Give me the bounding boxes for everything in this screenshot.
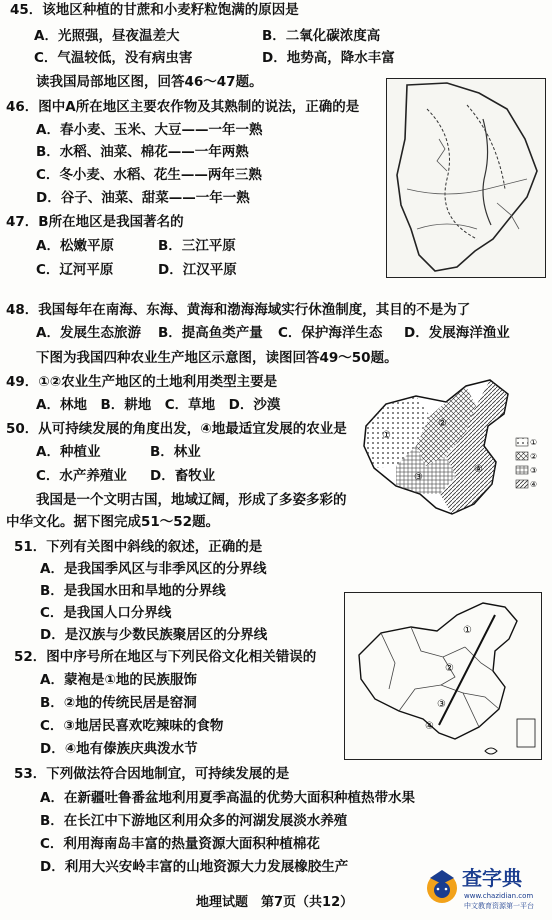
culture-region-3-label: ③	[437, 699, 446, 710]
q45-option-d: D．地势高，降水丰富	[262, 50, 395, 66]
region-2-label: ②	[438, 418, 447, 429]
q46-option-b: B．水稻、油菜、棉花——一年两熟	[36, 144, 249, 160]
legend-item-1: ①	[530, 438, 538, 447]
instruction-51-52-line1: 我国是一个文明古国，地域辽阔，形成了多姿多彩的	[36, 492, 347, 508]
q48-option-d: D．发展海洋渔业	[404, 325, 510, 341]
q46-option-c: C．冬小麦、水稻、花生——两年三熟	[36, 167, 262, 183]
q45-stem: 45．该地区种植的甘蔗和小麦籽粒饱满的原因是	[10, 2, 299, 18]
q52-option-d: D．④地有傣族庆典泼水节	[40, 741, 198, 757]
culture-region-1-label: ①	[463, 625, 472, 636]
q47-option-c: C．辽河平原	[36, 262, 114, 278]
q52-option-b: B．②地的传统民居是窑洞	[40, 695, 197, 711]
region-4-label: ④	[474, 464, 483, 475]
region-1-label: ①	[382, 430, 391, 441]
page-footer: 地理试题 第7页（共12）	[196, 895, 354, 910]
q45-option-b: B．二氧化碳浓度高	[262, 28, 381, 44]
q51-option-b: B．是我国水田和旱地的分界线	[40, 583, 226, 599]
q48-option-c: C．保护海洋生态	[278, 325, 383, 341]
q46-stem: 46．图中A所在地区主要农作物及其熟制的说法，正确的是	[6, 99, 360, 115]
q50-option-a: A．种植业	[36, 444, 101, 460]
q46-option-a: A．春小麦、玉米、大豆——一年一熟	[36, 122, 263, 138]
china-agriculture-map	[356, 376, 544, 524]
q45-option-a: A．光照强，昼夜温差大	[34, 28, 180, 44]
logo-url: www.chazidian.com	[464, 892, 534, 900]
q47-stem: 47．B所在地区是我国著名的	[6, 214, 184, 230]
q52-option-c: C．③地居民喜欢吃辣味的食物	[40, 718, 224, 734]
q51-option-a: A．是我国季风区与非季风区的分界线	[40, 561, 267, 577]
region-3-label: ③	[414, 472, 423, 483]
q51-stem: 51．下列有关图中斜线的叙述，正确的是	[14, 539, 263, 555]
instruction-46-47: 读我国局部地区图，回答46～47题。	[36, 74, 263, 90]
instruction-49-50: 下图为我国四种农业生产地区示意图，读图回答49～50题。	[36, 350, 398, 366]
legend-item-3: ③	[530, 466, 538, 475]
legend-item-2: ②	[530, 452, 538, 461]
q53-option-d: D．利用大兴安岭丰富的山地资源大力发展橡胶生产	[40, 859, 349, 875]
china-culture-map-drawing	[345, 593, 541, 759]
q46-option-d: D．谷子、油菜、甜菜——一年一熟	[36, 190, 250, 206]
q48-option-b: B．提高鱼类产量	[158, 325, 263, 341]
q53-stem: 53．下列做法符合因地制宜，可持续发展的是	[14, 766, 290, 782]
q50-option-b: B．林业	[150, 444, 201, 460]
q47-option-b: B．三江平原	[158, 238, 236, 254]
logo-subtitle: 中文教育资源第一平台	[464, 902, 534, 910]
china-agriculture-map-drawing	[356, 376, 544, 524]
q53-option-c: C．利用海南岛丰富的热量资源大面积种植棉花	[40, 836, 320, 852]
q47-option-a: A．松嫩平原	[36, 238, 114, 254]
chazidian-logo	[424, 862, 548, 916]
q50-stem: 50．从可持续发展的角度出发，④地最适宜发展的农业是	[6, 421, 347, 437]
q50-option-c: C．水产养殖业	[36, 468, 127, 484]
q51-option-d: D．是汉族与少数民族聚居区的分界线	[40, 627, 268, 643]
q45-option-c: C．气温较低，没有病虫害	[34, 50, 193, 66]
culture-region-2-label: ②	[445, 663, 454, 674]
legend-item-4: ④	[530, 480, 538, 489]
q53-option-b: B．在长江中下游地区利用众多的河湖发展淡水养殖	[40, 813, 348, 829]
instruction-51-52-line2: 中华文化。据下图完成51～52题。	[6, 514, 220, 530]
q49-options: A．林地 B．耕地 C．草地 D．沙漠	[36, 397, 281, 413]
q48-stem: 48．我国每年在南海、东海、黄海和渤海海域实行休渔制度，其目的不是为了	[6, 302, 471, 318]
q48-option-a: A．发展生态旅游	[36, 325, 141, 341]
q53-option-a: A．在新疆吐鲁番盆地利用夏季高温的优势大面积种植热带水果	[40, 790, 415, 806]
northeast-china-map-drawing	[387, 79, 545, 277]
q51-option-c: C．是我国人口分界线	[40, 605, 172, 621]
q47-option-d: D．江汉平原	[158, 262, 237, 278]
q49-stem: 49．①②农业生产地区的土地利用类型主要是	[6, 374, 278, 390]
northeast-china-map	[386, 78, 546, 278]
logo-name: 查字典	[462, 866, 522, 890]
culture-region-4-label: ④	[425, 721, 434, 732]
q52-option-a: A．蒙袍是①地的民族服饰	[40, 672, 197, 688]
q50-option-d: D．畜牧业	[150, 468, 216, 484]
china-culture-map	[344, 592, 542, 760]
q52-stem: 52．图中序号所在地区与下列民俗文化相关错误的	[14, 649, 317, 665]
